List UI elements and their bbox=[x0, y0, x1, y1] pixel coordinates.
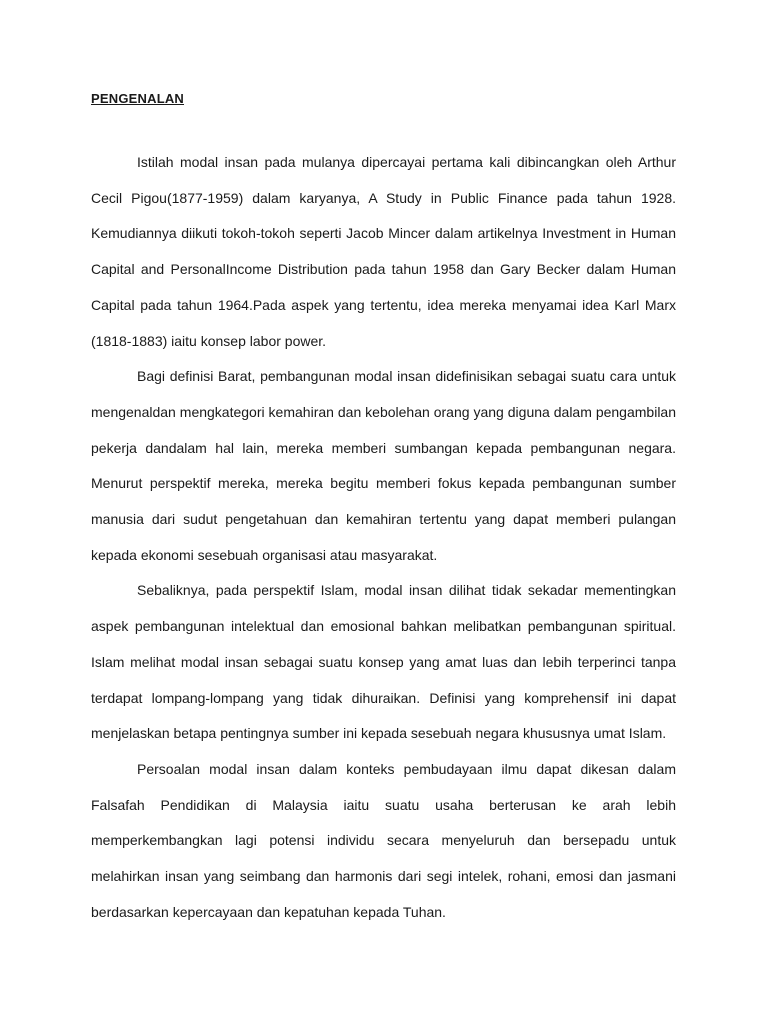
paragraph-2: Bagi definisi Barat, pembangunan modal insan didefinisikan sebagai suatu cara untuk mengenaldan mengkategori kemahiran dan kebolehan orang yang diguna dalam pengambilan pekerja dandalam hal lain, mereka memberi sumbangan kepada pembangunan negara. Menurut perspektif mereka, mereka begitu memberi fokus kepada pembangunan sumber manusia dari sudut pengetahuan dan kemahiran tertentu yang dapat memberi pulangan kepada ekonomi sesebuah organisasi atau masyarakat. bbox=[91, 368, 676, 563]
section-heading: PENGENALAN bbox=[91, 91, 185, 106]
paragraph-3: Sebaliknya, pada perspektif Islam, modal insan dilihat tidak sekadar mementingkan aspek pembangunan intelektual dan emosional bahkan melibatkan pembangunan spiritual. Islam melihat modal insan sebagai suatu konsep yang amat luas dan lebih terperinci tanpa terdapat lompang-lompang yang tidak dihuraikan. Definisi yang komprehensif ini dapat menjelaskan betapa pentingnya sumber ini kepada sesebuah negara khususnya umat Islam. bbox=[91, 582, 676, 742]
paragraph-1: Istilah modal insan pada mulanya dipercayai pertama kali dibincangkan oleh Arthur Cecil Pigou(1877-1959) dalam karyanya, A Study in Public Finance pada tahun 1928. Kemudiannya diikuti tokoh-tokoh seperti Jacob Mincer dalam artikelnya Investment in Human Capital and PersonalIncome Distribution pada tahun 1958 dan Gary Becker dalam Human Capital pada tahun 1964.Pada aspek yang tertentu, idea mereka menyamai idea Karl Marx (1818-1883) iaitu konsep labor power. bbox=[91, 154, 676, 349]
paragraph-4: Persoalan modal insan dalam konteks pembudayaan ilmu dapat dikesan dalam Falsafah Pendidikan di Malaysia iaitu suatu usaha berterusan ke arah lebih memperkembangkan lagi potensi individu secara menyeluruh dan bersepadu untuk melahirkan insan yang seimbang dan harmonis dari segi intelek, rohani, emosi dan jasmani berdasarkan kepercayaan dan kepatuhan kepada Tuhan. bbox=[91, 760, 676, 920]
document-body bbox=[91, 145, 676, 930]
